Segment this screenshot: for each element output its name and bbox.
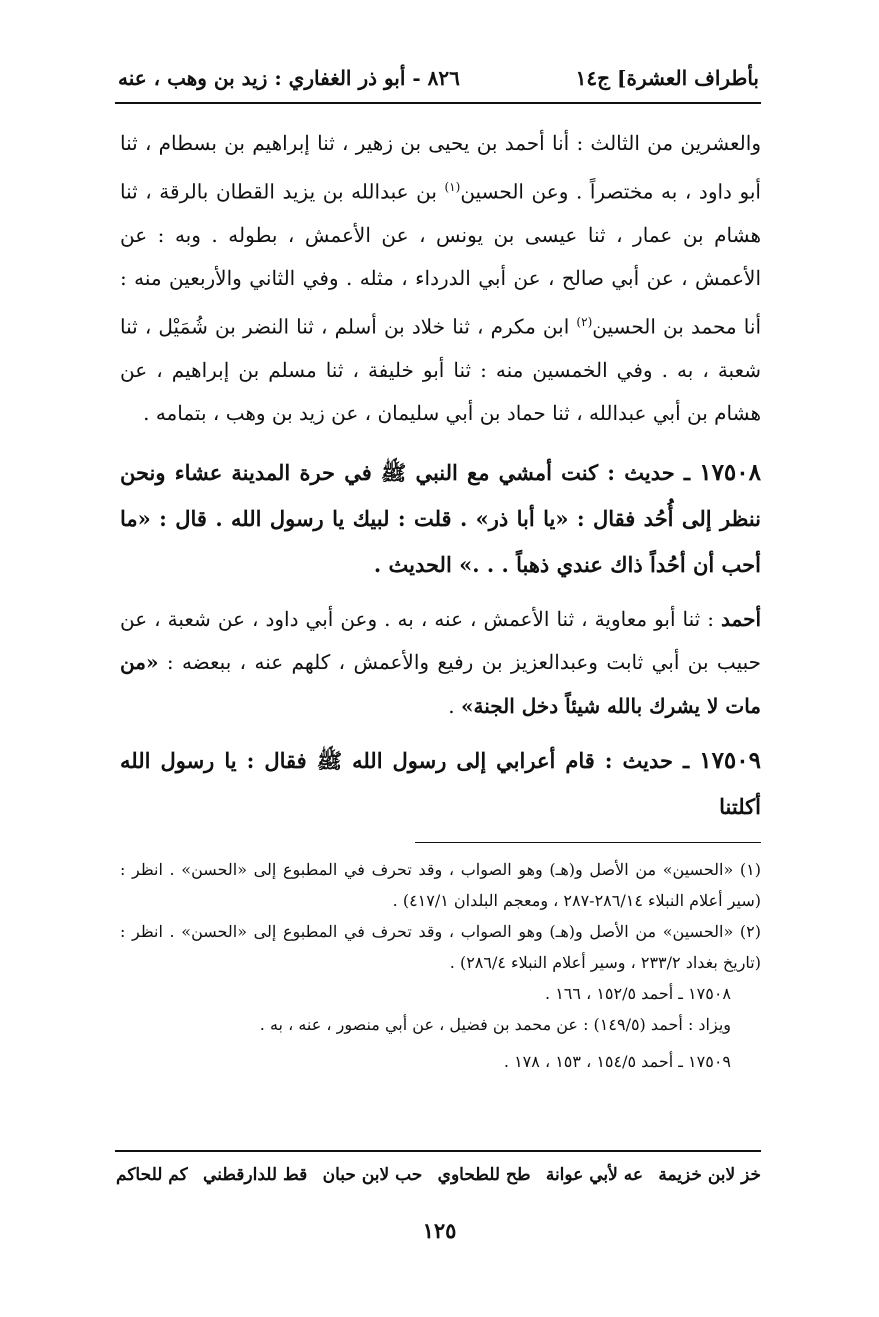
hadith-number: ١٧٥٠٨ xyxy=(699,458,761,486)
source-paragraph xyxy=(120,598,761,729)
text-span: . xyxy=(448,693,461,718)
note-17509: ١٧٥٠٩ ـ أحمد ١٥٤/٥ ، ١٥٣ ، ١٧٨ . xyxy=(503,1052,731,1071)
hadith-entry-17509 xyxy=(120,738,761,830)
abbrev-item: خز لابن خزيمة xyxy=(658,1165,761,1185)
abbrev-item: طح للطحاوي xyxy=(437,1165,531,1185)
abbrev-item: حب لابن حبان xyxy=(322,1165,423,1185)
header-chapter: ٨٢٦ - أبو ذر الغفاري : زيد بن وهب ، عنه xyxy=(118,66,460,90)
note-additional: ويزاد : أحمد (١٤٩/٥) : عن محمد بن فضيل ، عن أبي منصور ، عنه ، به . xyxy=(259,1015,731,1034)
bottom-rule xyxy=(115,1150,761,1152)
header-rule xyxy=(115,102,761,104)
hadith-text: ـ حديث : قام أعرابي إلى رسول الله ﷺ فقال : يا رسول الله أكلتنا xyxy=(120,748,761,820)
text-span: والعشرين من الثالث : أنا أحمد بن يحيى بن زهير ، ثنا إبراهيم بن بسطام ، ثنا أبو داود ، به مختصراً . وعن الحسين xyxy=(120,131,761,204)
page-number: ١٢٥ xyxy=(422,1218,457,1243)
note-17508: ١٧٥٠٨ ـ أحمد ١٥٢/٥ ، ١٦٦ . xyxy=(545,984,731,1003)
footnote-ref-2: (٢) xyxy=(576,314,593,329)
hadith-text: ـ حديث : كنت أمشي مع النبي ﷺ في حرة المدينة عشاء ونحن ننظر إلى أُحُد فقال : «يا أبا ذر» . قلت : لبيك يا رسول الله . قال : «ما أحب أن أحُداً ذاك عندي ذهباً . . .» الحديث . xyxy=(120,459,761,577)
abbreviation-legend xyxy=(116,1165,761,1185)
hadith-entry-17508 xyxy=(120,450,761,588)
abbrev-item: عه لأبي عوانة xyxy=(545,1165,644,1185)
running-header xyxy=(118,58,759,98)
header-volume: بأطراف العشرة] ج١٤ xyxy=(575,66,759,90)
quoted-text: «من مات لا يشرك بالله شيئاً دخل الجنة» xyxy=(120,650,761,718)
footnotes xyxy=(120,854,761,1077)
text-span: بن عبدالله بن يزيد القطان بالرقة ، ثنا هشام بن عمار ، ثنا عيسى بن يونس ، عن الأعمش ، بطوله . وبه : عن الأعمش ، عن أبي صالح ، عن أبي الدرداء ، مثله . وفي الثاني والأربعين منه : أنا محمد بن الحسين xyxy=(120,179,761,339)
main-text xyxy=(120,122,761,830)
footnote-2: (٢) «الحسين» من الأصل و(هـ) وهو الصواب ، وقد تحرف في المطبوع إلى «الحسن» . انظر : (تاريخ بغداد ٢٣٣/٢ ، وسير أعلام النبلاء ٢٨٦/٤) . xyxy=(120,922,761,972)
footnote-ref-1: (١) xyxy=(444,179,461,194)
text-span: : ثنا أبو معاوية ، ثنا الأعمش ، عنه ، به . وعن أبي داود ، عن شعبة ، عن حبيب بن أبي ثابت وعبدالعزيز بن رفيع والأعمش ، كلهم عنه ، ببعضه : xyxy=(120,606,761,675)
hadith-number: ١٧٥٠٩ xyxy=(699,747,761,775)
footnote-rule xyxy=(415,842,761,843)
source-name: أحمد xyxy=(721,606,761,631)
footnote-1: (١) «الحسين» من الأصل و(هـ) وهو الصواب ، وقد تحرف في المطبوع إلى «الحسن» . انظر : (سير أعلام النبلاء ٢٨٦/١٤-٢٨٧ ، ومعجم البلدان ٤١٧/١) . xyxy=(120,860,761,910)
text-span: ابن مكرم ، ثنا خلاد بن أسلم ، ثنا النضر بن شُمَيْل ، ثنا شعبة ، به . وفي الخمسين منه : ثنا أبو خليفة ، ثنا مسلم بن إبراهيم ، عن هشام بن أبي عبدالله ، ثنا حماد بن أبي سليمان ، عن زيد بن وهب ، بتمامه . xyxy=(120,314,761,426)
paragraph-continuation xyxy=(120,122,761,436)
abbrev-item: كم للحاكم xyxy=(116,1165,188,1185)
abbrev-item: قط للدارقطني xyxy=(203,1165,308,1185)
